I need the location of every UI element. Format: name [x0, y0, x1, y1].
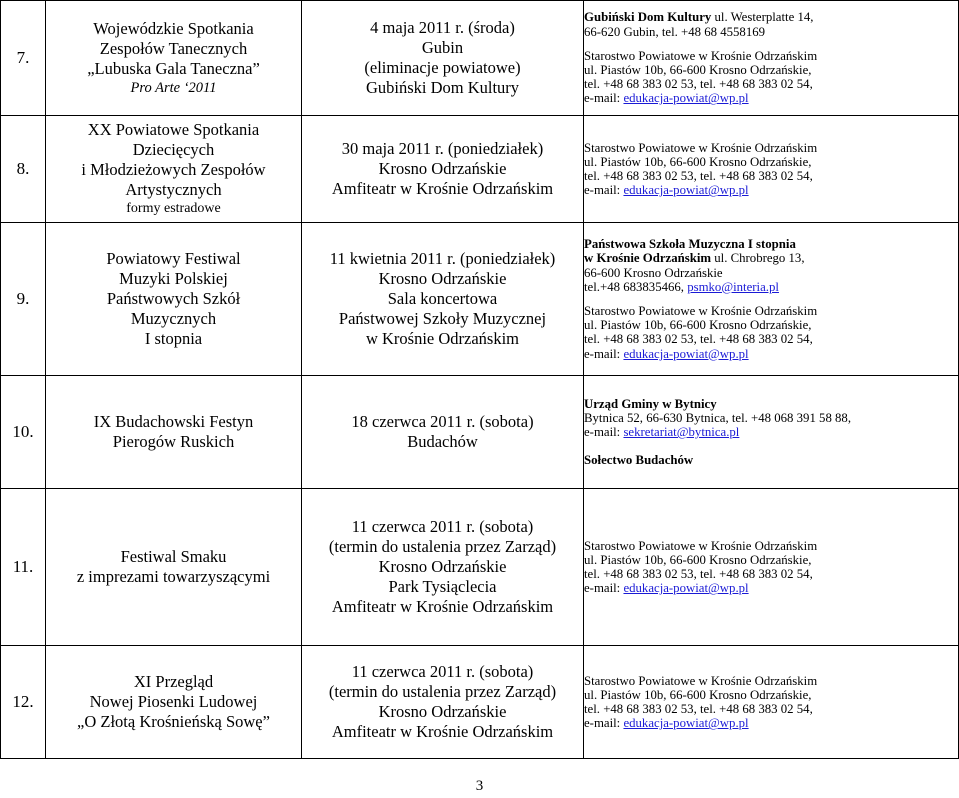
email-label: e-mail:	[584, 91, 624, 106]
organizer-address: 66-600 Krosno Odrzańskie	[584, 265, 723, 280]
email-link[interactable]: sekretariat@bytnica.pl	[623, 425, 740, 439]
organizer-phone: tel.+48 683835466,	[584, 279, 688, 294]
organizer-address: ul. Piastów 10b, 66-600 Krosno Odrzańskie,	[584, 687, 812, 702]
page-number: 3	[475, 778, 484, 794]
event-line: I stopnia	[144, 329, 203, 348]
email-label: e-mail:	[584, 183, 624, 198]
organizer-phone: tel. +48 68 383 02 53, tel. +48 68 383 02 54,	[584, 567, 813, 581]
table-row	[1, 646, 959, 759]
event-line: Artystycznych	[125, 180, 222, 199]
place-line: (eliminacje powiatowe)	[364, 58, 521, 77]
organizer-contact: 66-620 Gubin, tel. +48 68 4558169	[584, 24, 766, 39]
row-number: 10.	[1, 376, 46, 489]
event-line: Wojewódzkie Spotkania	[93, 19, 254, 38]
event-line: „O Złotą Krośnieńską Sowę”	[77, 712, 270, 731]
date-note: (termin do ustalenia przez Zarząd)	[328, 537, 557, 556]
place-line: Krosno Odrzańskie	[378, 557, 507, 576]
row-number: 11.	[1, 489, 46, 646]
organizer-block	[584, 304, 958, 361]
event-name	[46, 376, 302, 489]
place-line: Amfiteatr w Krośnie Odrzańskim	[331, 179, 554, 198]
place-line: Krosno Odrzańskie	[378, 159, 507, 178]
event-name	[46, 223, 302, 376]
event-date: 4 maja 2011 r. (środa)	[370, 18, 515, 37]
event-subtitle: formy estradowe	[126, 201, 221, 216]
place-line: Budachów	[407, 432, 478, 451]
event-line: i Młodzieżowych Zespołów	[81, 160, 266, 179]
email-link[interactable]: psmko@interia.pl	[687, 279, 779, 294]
table-row	[1, 223, 959, 376]
organizer	[584, 646, 959, 759]
organizer-name: Starostwo Powiatowe w Krośnie Odrzańskim	[584, 673, 818, 688]
organizer-name: Gubiński Dom Kultury	[584, 10, 712, 25]
email-label: e-mail:	[584, 581, 624, 596]
place-line: Amfiteatr w Krośnie Odrzańskim	[331, 597, 554, 616]
date-place	[302, 646, 584, 759]
date-note: (termin do ustalenia przez Zarząd)	[328, 682, 557, 701]
event-line: Muzyki Polskiej	[119, 269, 228, 288]
date-place	[302, 116, 584, 223]
organizer-address: ul. Westerplatte 14,	[711, 10, 814, 25]
event-line: XX Powiatowe Spotkania	[87, 120, 260, 139]
organizer-name: Sołectwo Budachów	[584, 453, 694, 468]
organizer-address: ul. Piastów 10b, 66-600 Krosno Odrzańskie,	[584, 154, 812, 169]
row-number: 8.	[1, 116, 46, 223]
event-line: „Lubuska Gala Taneczna”	[87, 59, 260, 78]
event-line: Państwowych Szkół	[106, 289, 241, 308]
email-link[interactable]: edukacja-powiat@wp.pl	[623, 346, 749, 361]
table-row	[1, 489, 959, 646]
date-place	[302, 489, 584, 646]
event-date: 18 czerwca 2011 r. (sobota)	[351, 412, 534, 431]
organizer-phone: tel. +48 68 383 02 53, tel. +48 68 383 02 54,	[584, 702, 813, 716]
email-label: e-mail:	[584, 346, 624, 361]
event-line: XI Przegląd	[133, 672, 214, 691]
organizer-name: Starostwo Powiatowe w Krośnie Odrzańskim	[584, 538, 818, 553]
email-label: e-mail:	[584, 716, 624, 731]
event-date: 11 kwietnia 2011 r. (poniedziałek)	[329, 249, 556, 268]
event-name	[46, 489, 302, 646]
place-line: Krosno Odrzańskie	[378, 702, 507, 721]
organizer-phone: tel. +48 68 383 02 53, tel. +48 68 383 02 54,	[584, 169, 813, 183]
date-place	[302, 223, 584, 376]
event-date: 30 maja 2011 r. (poniedziałek)	[341, 139, 544, 158]
organizer	[584, 223, 959, 376]
organizer-name: Starostwo Powiatowe w Krośnie Odrzańskim	[584, 140, 818, 155]
table-row	[1, 1, 959, 116]
event-line: z imprezami towarzyszącymi	[76, 567, 271, 586]
row-number: 7.	[1, 1, 46, 116]
place-line: w Krośnie Odrzańskim	[365, 329, 520, 348]
organizer-address: ul. Piastów 10b, 66-600 Krosno Odrzańskie,	[584, 318, 812, 333]
place-line: Gubin	[421, 38, 464, 57]
organizer-block	[584, 397, 958, 440]
event-line: Nowej Piosenki Ludowej	[89, 692, 258, 711]
organizer-block	[584, 453, 958, 467]
row-number: 12.	[1, 646, 46, 759]
place-line: Gubiński Dom Kultury	[365, 78, 520, 97]
organizer-address: ul. Chrobrego 13,	[711, 251, 805, 266]
organizer	[584, 1, 959, 116]
place-line: Amfiteatr w Krośnie Odrzańskim	[331, 722, 554, 741]
organizer-phone: tel. +48 68 383 02 53, tel. +48 68 383 02 54,	[584, 77, 813, 92]
event-subtitle: Pro Arte ‘2011	[130, 80, 217, 96]
organizer	[584, 116, 959, 223]
organizer-phone: tel. +48 68 383 02 53, tel. +48 68 383 02 54,	[584, 332, 813, 347]
place-line: Państwowej Szkoły Muzycznej	[338, 309, 547, 328]
event-line: Festiwal Smaku	[120, 547, 227, 566]
event-date: 11 czerwca 2011 r. (sobota)	[351, 662, 534, 681]
organizer-address: ul. Piastów 10b, 66-600 Krosno Odrzańskie,	[584, 63, 812, 77]
row-number: 9.	[1, 223, 46, 376]
organizer	[584, 489, 959, 646]
event-line: Muzycznych	[130, 309, 217, 328]
organizer-block	[584, 49, 958, 106]
event-line: Powiatowy Festiwal	[106, 249, 241, 268]
table-row	[1, 116, 959, 223]
event-name	[46, 116, 302, 223]
organizer-name: Państwowa Szkoła Muzyczna I stopnia	[584, 237, 796, 252]
date-place	[302, 376, 584, 489]
organizer-block	[584, 237, 958, 294]
event-name	[46, 1, 302, 116]
organizer-name: Starostwo Powiatowe w Krośnie Odrzańskim	[584, 48, 818, 63]
date-place	[302, 1, 584, 116]
organizer-name: Starostwo Powiatowe w Krośnie Odrzańskim	[584, 304, 818, 318]
email-link[interactable]: edukacja-powiat@wp.pl	[623, 91, 749, 106]
event-line: Zespołów Tanecznych	[99, 39, 248, 58]
event-line: Dziecięcych	[132, 140, 215, 159]
place-line: Krosno Odrzańskie	[378, 269, 507, 288]
organizer-address: Bytnica 52, 66-630 Bytnica, tel. +48 068 391 58 88,	[584, 410, 852, 425]
email-label: e-mail:	[584, 425, 624, 439]
organizer-block	[584, 10, 958, 38]
email-link[interactable]: edukacja-powiat@wp.pl	[623, 716, 749, 731]
table-row	[1, 376, 959, 489]
event-line: Pierogów Ruskich	[112, 432, 235, 451]
organizer-name: Urząd Gminy w Bytnicy	[584, 396, 717, 411]
event-date: 11 czerwca 2011 r. (sobota)	[351, 517, 534, 536]
organizer	[584, 376, 959, 489]
event-line: IX Budachowski Festyn	[93, 412, 254, 431]
organizer-name: w Krośnie Odrzańskim	[584, 251, 712, 266]
email-link[interactable]: edukacja-powiat@wp.pl	[623, 183, 749, 198]
email-link[interactable]: edukacja-powiat@wp.pl	[623, 581, 749, 596]
organizer-address: ul. Piastów 10b, 66-600 Krosno Odrzańskie,	[584, 552, 812, 567]
place-line: Park Tysiąclecia	[388, 577, 497, 596]
event-name	[46, 646, 302, 759]
place-line: Sala koncertowa	[387, 289, 498, 308]
